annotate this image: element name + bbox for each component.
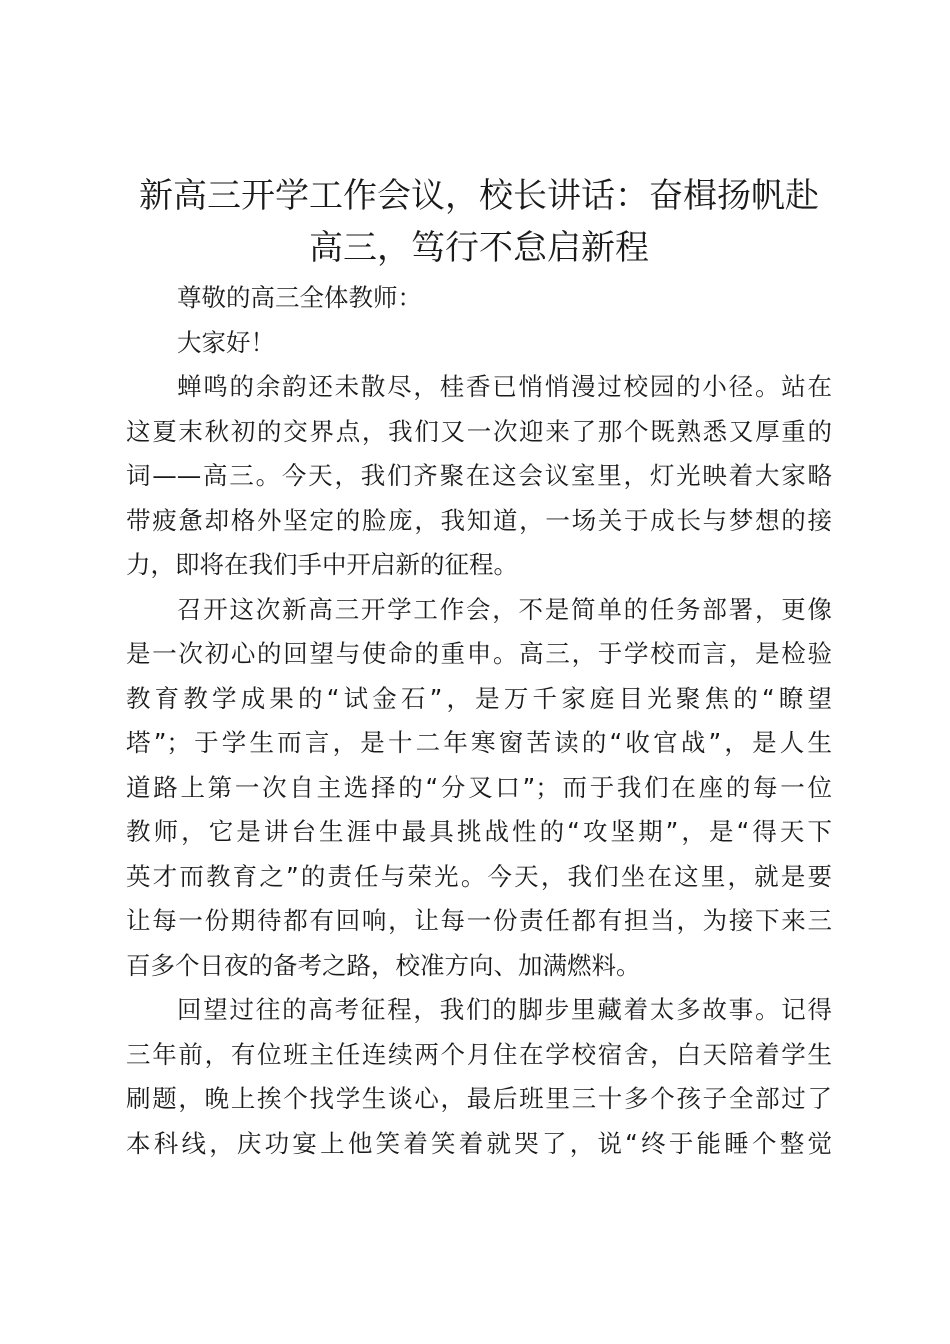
- document-body: [126, 276, 832, 1166]
- paragraph-3-line: 本科线，庆功宴上他笑着笑着就哭了，说“终于能睡个整觉: [126, 1128, 832, 1158]
- paragraph-2-line: 道路上第一次自主选择的“分叉口”；而于我们在座的每一位: [126, 772, 832, 802]
- paragraph-2-line: 召开这次新高三开学工作会，不是简单的任务部署，更像: [177, 594, 832, 624]
- paragraph-3-line: 刷题，晚上挨个找学生谈心，最后班里三十多个孩子全部过了: [126, 1084, 832, 1113]
- paragraph-2-line: 塔”；于学生而言，是十二年寒窗苦读的“收官战”，是人生: [126, 728, 832, 757]
- document-title: [124, 170, 834, 274]
- paragraph-1-line: 这夏末秋初的交界点，我们又一次迎来了那个既熟悉又厚重的: [126, 416, 832, 446]
- salutation: 尊敬的高三全体教师：: [177, 283, 422, 312]
- paragraph-1-line: 带疲惫却格外坚定的脸庞，我知道，一场关于成长与梦想的接: [126, 505, 832, 535]
- title-line-2: 高三，笃行不怠启新程: [309, 228, 649, 268]
- paragraph-2-line: 教师，它是讲台生涯中最具挑战性的“攻坚期”，是“得天下: [126, 817, 832, 846]
- paragraph-2-line: 是一次初心的回望与使命的重申。高三，于学校而言，是检验: [126, 639, 832, 668]
- paragraph-1-line: 蝉鸣的余韵还未散尽，桂香已悄悄漫过校园的小径。站在: [177, 372, 832, 401]
- paragraph-3-line: 回望过往的高考征程，我们的脚步里藏着太多故事。记得: [177, 995, 832, 1024]
- paragraph-2-line: 英才而教育之”的责任与荣光。今天，我们坐在这里，就是要: [126, 861, 832, 891]
- paragraph-3-line: 三年前，有位班主任连续两个月住在学校宿舍，白天陪着学生: [126, 1039, 832, 1069]
- paragraph-1-line: 词——高三。今天，我们齐聚在这会议室里，灯光映着大家略: [126, 461, 832, 490]
- paragraph-2-line: 百多个日夜的备考之路，校准方向、加满燃料。: [126, 950, 641, 980]
- greeting: 大家好！: [177, 327, 275, 357]
- paragraph-2-line: 让每一份期待都有回响，让每一份责任都有担当，为接下来三: [126, 906, 832, 935]
- paragraph-1-line: 力，即将在我们手中开启新的征程。: [126, 550, 518, 579]
- title-line-1: 新高三开学工作会议，校长讲话：奋楫扬帆赴: [139, 176, 819, 216]
- paragraph-2-line: 教育教学成果的“试金石”，是万千家庭目光聚焦的“瞭望: [126, 683, 832, 713]
